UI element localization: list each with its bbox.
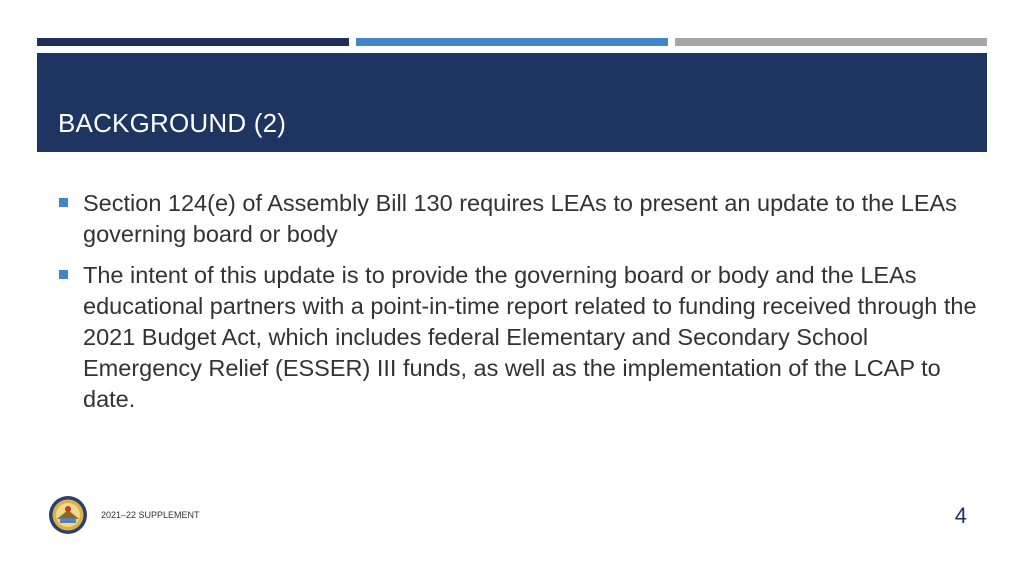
bullet-text: The intent of this update is to provide the governing board or body and the LEAs educational partners with a point-in-time report related to funding received through the 2021 Budget Act, which includes federal Elementary and Secondary School Emergency Relief (ESSER) III funds, as well as the implementation of the LCAP to date. — [83, 262, 977, 412]
accent-bar-gray — [675, 38, 987, 46]
slide-title: BACKGROUND (2) — [58, 108, 287, 138]
footer-label: 2021–22 SUPPLEMENT — [101, 510, 200, 520]
title-band — [37, 53, 987, 152]
bullet-item — [59, 188, 979, 250]
state-seal-icon — [48, 495, 88, 535]
bullet-item — [59, 260, 979, 415]
bullet-text: Section 124(e) of Assembly Bill 130 requires LEAs to present an update to the LEAs governing board or body — [83, 190, 957, 247]
bullet-list — [59, 188, 979, 425]
accent-bar-blue — [356, 38, 668, 46]
top-accent-bars — [37, 38, 987, 46]
accent-bar-dark — [37, 38, 349, 46]
square-bullet-icon — [59, 270, 68, 279]
square-bullet-icon — [59, 198, 68, 207]
page-number: 4 — [954, 503, 967, 528]
